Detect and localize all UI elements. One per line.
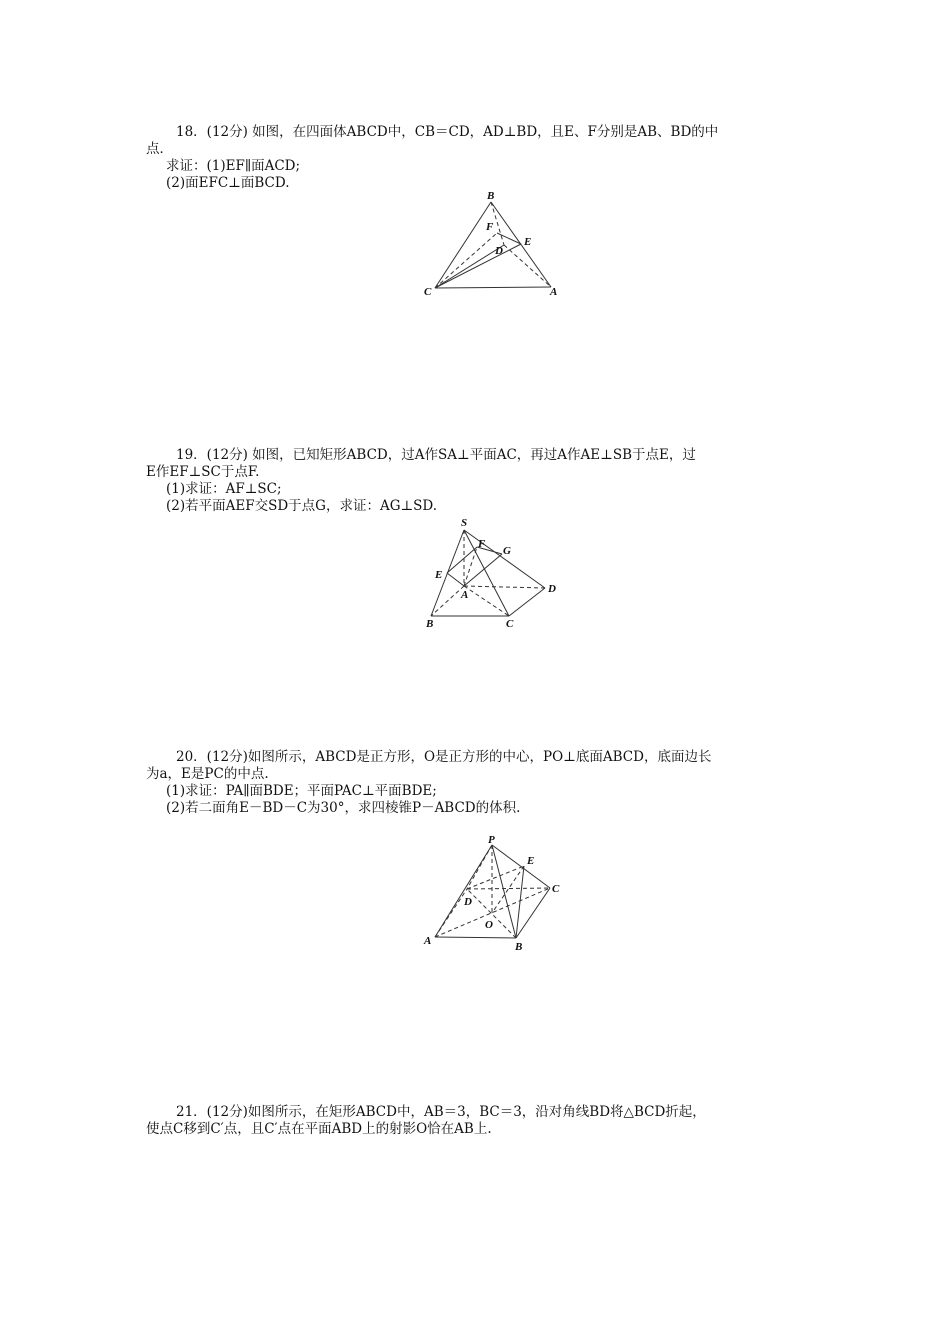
problem-18-line-3: 求证：(1)EF∥面ACD; — [166, 158, 301, 174]
label-e: E — [524, 236, 532, 248]
label-o: O — [485, 919, 493, 931]
edge-cd — [509, 588, 545, 616]
edge-ab — [431, 586, 464, 616]
edge-sd — [464, 530, 545, 588]
figure-19-pyramid — [420, 514, 570, 634]
edge-ac — [464, 586, 509, 616]
edge-cd — [435, 245, 504, 288]
label-d: D — [548, 583, 556, 595]
edge-pa — [435, 845, 492, 937]
edge-de — [467, 866, 524, 889]
problem-21-line-2: 使点C移到C′点，且C′点在平面ABD上的射影O恰在AB上. — [146, 1121, 492, 1137]
label-a: A — [424, 935, 432, 947]
label-e: E — [435, 569, 443, 581]
problem-18-line-4: (2)面EFC⊥面BCD. — [166, 175, 290, 191]
edge-ce — [435, 244, 521, 288]
label-d: D — [464, 896, 472, 908]
figure-18-tetrahedron — [420, 188, 570, 300]
label-c: C — [506, 618, 514, 630]
label-a: A — [461, 589, 469, 601]
label-f: F — [478, 538, 486, 550]
edge-da — [504, 245, 551, 287]
edge-fe — [497, 233, 521, 244]
edge-bc — [435, 202, 491, 288]
problem-19-line-4: (2)若平面AEF交SD于点G，求证：AG⊥SD. — [166, 498, 438, 514]
problem-18-line-2: 点． — [146, 141, 173, 157]
edge-pb — [492, 845, 516, 938]
label-p: P — [488, 834, 495, 846]
problem-19-line-1: 19．(12分) 如图，已知矩形ABCD，过A作SA⊥平面AC，再过A作AE⊥SB于点E，过 — [176, 447, 696, 463]
problem-19-line-2: E作EF⊥SC于点F. — [146, 464, 260, 480]
problem-21-line-1: 21．(12分)如图所示，在矩形ABCD中，AB＝3，BC＝3，沿对角线BD将△BCD折起， — [176, 1104, 706, 1120]
label-a: A — [550, 286, 558, 298]
edge-ab — [435, 937, 516, 938]
edge-sc — [464, 530, 509, 616]
problem-19 — [146, 447, 808, 515]
problem-20-line-1: 20．(12分)如图所示，ABCD是正方形，O是正方形的中心，PO⊥底面ABCD，底面边长 — [176, 749, 712, 765]
label-d: D — [495, 245, 503, 257]
figure-20-pyramid — [420, 833, 570, 957]
problem-20-line-2: 为a，E是PC的中点. — [146, 766, 269, 782]
edge-ea — [447, 573, 464, 586]
edge-pd — [467, 845, 492, 889]
label-s: S — [461, 517, 468, 529]
problem-21 — [146, 1104, 808, 1138]
problem-19-line-3: (1)求证：AF⊥SC; — [166, 481, 282, 497]
label-g: G — [503, 545, 511, 557]
label-c: C — [424, 286, 432, 298]
label-e: E — [527, 855, 535, 867]
edge-dc — [467, 888, 550, 889]
label-b: B — [487, 190, 495, 202]
edge-ad — [464, 586, 545, 588]
label-b: B — [515, 941, 523, 953]
label-f: F — [486, 221, 494, 233]
edge-ef — [447, 547, 477, 573]
problem-20-line-4: (2)若二面角E－BD－C为30°，求四棱锥P－ABCD的体积. — [166, 800, 521, 816]
problem-18 — [146, 124, 808, 192]
problem-18-line-1: 18．(12分) 如图，在四面体ABCD中，CB＝CD，AD⊥BD，且E、F分别是AB、BD的中 — [176, 124, 719, 140]
label-c: C — [552, 883, 560, 895]
label-b: B — [426, 618, 434, 630]
problem-20 — [146, 749, 808, 817]
edge-ca — [435, 287, 551, 288]
edge-pc — [492, 845, 550, 888]
problem-20-line-3: (1)求证：PA∥面BDE；平面PAC⊥平面BDE; — [166, 783, 437, 799]
